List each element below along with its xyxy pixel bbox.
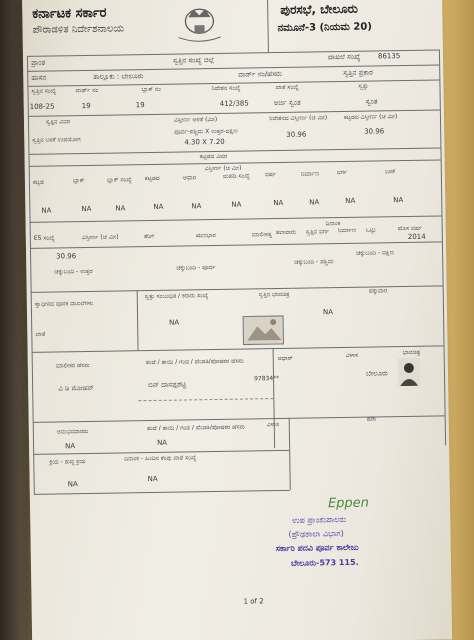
valuation-col-1: ಸ್ವತ್ತಿನ ವರ್ಗ <box>305 227 330 236</box>
photo-value: NA <box>322 308 334 317</box>
es-number-label: ES ಸಂಖ್ಯೆ <box>33 234 55 242</box>
khata-value: ಅರ್ಜಿ ಸ್ವಂತ <box>273 98 301 108</box>
building-value-4: NA <box>191 201 202 210</box>
khata-label: ಖಾತೆ <box>35 330 46 338</box>
previous-khata-label: ದಿನಾಂಕ - ಹಿಂದಿನ ಕೆಂಪು ಖಾತೆ ಸಂಖ್ಯೆ <box>124 454 197 463</box>
aadhar-value: 97834** <box>253 375 280 383</box>
form-number: ನಮೂನೆ-3 (ನಿಯಮ 20) <box>277 21 372 34</box>
building-value-6: NA <box>273 199 284 208</box>
label-region: ಪ್ರಾಂತ <box>30 58 46 67</box>
stamp-line-4: ಬೇಲೂರು-573 115. <box>290 557 359 568</box>
date-label: ದಿನಾಂಕ <box>325 220 341 228</box>
building-value-2: NA <box>115 204 126 213</box>
col-khata-no: ಖಾತೆ ಸಂಖ್ಯೆ <box>275 83 299 92</box>
building-header-1: ಬ್ಲಾಕ್ <box>72 177 85 185</box>
site-no-value: 412/385 <box>219 99 249 108</box>
property-photo-icon <box>239 310 288 351</box>
block-no-value: 19 <box>135 101 145 110</box>
remarks-label: ಷರಾ <box>366 415 377 423</box>
building-value-1: NA <box>81 205 92 214</box>
dimensions-value: 4.30 X 7.20 <box>184 137 225 147</box>
stamp-line-3: ಸರ್ಕಾರಿ ಪದವಿ ಪೂರ್ವ ಕಾಲೇಜು <box>275 542 359 554</box>
valuation-col-2: ನಿರ್ಮಾಣ <box>337 226 357 235</box>
usage-label: ಸ್ವತ್ತಿನ ಬಳಕೆ ಉಪಯೋಗ <box>32 136 81 144</box>
building-value-3: NA <box>153 202 164 212</box>
building-header-3: ಕಟ್ಟಡದ <box>144 175 160 183</box>
boundary-north: ಚಕ್ಕುಬಂದಿ - ಉತ್ತರ <box>54 267 93 276</box>
aadhar-label: ಆಧಾರ್ <box>277 354 293 363</box>
photo-label: ಸ್ವತ್ತಿನ ಭಾವಚಿತ್ರ <box>258 290 290 299</box>
owner-name-label: ಮಾಲೀಕರ ಹೆಸರು <box>55 361 90 370</box>
owner-photo-icon <box>398 358 420 386</box>
label-property: ಸ್ವತ್ತಿನ ಸಂಖ್ಯೆ ಜಿಲ್ಲೆ <box>172 55 215 65</box>
supporting-docs-label: ಸ್ವಾಧೀನದ ಪೂರಕ ದಾಖಲೆಗಳು <box>34 299 94 308</box>
occupant-value: NA <box>65 442 76 451</box>
building-title: ಕಟ್ಟಡದ ವಿವರ <box>199 152 228 161</box>
area-value: 30.96 <box>56 252 77 261</box>
area-sqm-label: ವಿಸ್ತೀರ್ಣ (ಚ ಮೀ) <box>81 233 119 242</box>
stamp-line-1: ಉಪ ಪ್ರಾಂಶುಪಾಲರು <box>292 514 347 525</box>
building-header-5: ಮಹಡಿ ಸಂಖ್ಯೆ <box>222 172 250 180</box>
boundary-west: ಚಕ್ಕುಬಂದಿ - ಪಶ್ಚಿಮ <box>294 258 334 266</box>
occupant-relation-value: NA <box>156 438 168 447</box>
building-value-0: NA <box>41 206 52 215</box>
ward-label: ವಾರ್ಡ್ ನಂ/ಹೆಸರು <box>238 69 282 79</box>
bldg-area-value: 30.96 <box>364 127 385 136</box>
doc-number: 86135 <box>377 52 401 61</box>
tax-label: ತೆರಿಗೆ <box>143 232 154 241</box>
col-ward-no: ವಾರ್ಡ್ ನಂ <box>75 86 99 95</box>
building-header-6: ವರ್ಷ <box>264 171 276 179</box>
signature: Eppen <box>327 495 370 512</box>
contract-value: NA <box>169 318 180 327</box>
owner-photo-label: ಭಾವಚಿತ್ರ <box>402 348 421 357</box>
valuation-col-3: ಒಟ್ಟು <box>365 225 377 234</box>
label-doc: ದಾಖಲೆ ಸಂಖ್ಯೆ <box>327 52 361 62</box>
property-certificate-page <box>22 0 452 640</box>
owner-name-value: ವಿ ಡಿ ಮೋಹನ್ <box>58 383 94 393</box>
boundary-east: ಚಕ್ಕುಬಂದಿ - ಪೂರ್ವ <box>176 263 216 272</box>
prop-type-label: ಸ್ವತ್ತಿನ ಪ್ರಕಾರ <box>343 68 373 77</box>
building-value-9: NA <box>393 195 404 204</box>
emblem-icon <box>170 1 229 46</box>
valuation-col-0: ತಲಾವಾರು <box>275 228 297 237</box>
year-value: 2014 <box>407 232 426 241</box>
col-prop-no: ಸ್ವತ್ತಿನ ಸಂಖ್ಯೆ <box>31 87 57 95</box>
building-header-2: ಬ್ಲಾಕ್ ಸಂಖ್ಯೆ <box>106 176 132 184</box>
col-asset: ಸ್ವತ್ತು <box>358 82 369 90</box>
building-header-4: ಆಧಾರ <box>182 173 197 182</box>
occupant-relation-label: ತಂದೆ / ತಾಯಿ / ಗಂಡ / ಹೆಂಡತಿ/ಪೋಷಕರ ಹೆಸರು <box>146 423 245 433</box>
occupant-address-label: ವಿಳಾಸ <box>266 421 280 429</box>
relation-value: ಬಿನ್ ದಾಸಪ್ಪಶೆಟ್ಟಿ <box>148 380 187 390</box>
occupant-label: ಅನುಭವದಾರರು <box>56 428 89 436</box>
prop-no-value: 108-25 <box>29 102 55 111</box>
contract-label: ಸ್ವತ್ತು ಸಂಬಂಧಿತ / ಕರಾರು ಸಂಖ್ಯೆ <box>144 292 209 301</box>
municipality-name: ಪುರಸಭೆ, ಬೇಲೂರು <box>280 1 358 17</box>
site-area-value: 30.96 <box>286 130 307 139</box>
building-value-7: NA <box>309 198 320 207</box>
dept-title: ಪೌರಾಡಳಿತ ನಿರ್ದೇಶನಾಲಯ <box>32 23 125 36</box>
govt-title: ಕರ್ನಾಟಕ ಸರ್ಕಾರ <box>32 5 107 22</box>
dimension-label: ವಿಸ್ತೀರ್ಣ ಅಳತೆ (ಮೀ) <box>173 115 218 124</box>
sale-deed-value: NA <box>67 480 78 489</box>
building-header-0: ಕಟ್ಟಡ <box>32 178 44 186</box>
address-value: ಬೇಲೂರು <box>365 369 389 378</box>
place: ಹಾಸನ <box>31 73 47 82</box>
asset-value: ಸ್ವಂತ <box>365 97 378 106</box>
col-site-no: ನಿವೇಶನ ಸಂಖ್ಯೆ <box>211 84 241 93</box>
prop-detail-label: ಸ್ವತ್ತಿನ ವಿವರ <box>45 118 71 126</box>
stamp-line-2: (ಪ್ರೌಢಶಾಲಾ ವಿಭಾಗ) <box>288 529 344 539</box>
building-value-5: NA <box>231 200 242 209</box>
site-area-label: ನಿವೇಶನದ ವಿಸ್ತೀರ್ಣ (ಚ ಮೀ) <box>268 114 328 123</box>
valuation-col-4: ಹೊಸ ವರ್ಷ <box>397 224 423 233</box>
ward-no-value: 19 <box>81 101 91 111</box>
page-number: 1 of 2 <box>243 597 264 606</box>
address-label: ವಿಳಾಸ <box>345 351 359 359</box>
building-header-8: ವರ್ಗ <box>336 169 348 177</box>
relation-label: ತಂದೆ / ತಾಯಿ / ಗಂಡ / ಹೆಂಡತಿ/ಪೋಷಕರ ಹೆಸರು <box>145 357 244 367</box>
boundary-south: ಚಕ್ಕುಬಂದಿ - ದಕ್ಷಿಣ <box>356 249 394 257</box>
rights-holder-label: ಹಕ್ಕುದಾರ <box>368 287 388 295</box>
encumbrance-label: ಋಣಭಾರ <box>195 231 216 240</box>
building-value-8: NA <box>345 196 356 206</box>
sale-deed-label: ಕ್ರಯ - ಶುದ್ಧ ಕ್ರಯ <box>49 458 86 466</box>
building-subtitle: ವಿಸ್ತೀರ್ಣ (ಚ ಮೀ) <box>204 164 242 173</box>
building-header-9: ಬಳಕೆ <box>384 167 396 175</box>
direction-label: ಪೂರ್ವ-ಪಶ್ಚಿಮ X ಉತ್ತರ-ದಕ್ಷಿಣ <box>174 127 238 136</box>
previous-khata-value: NA <box>147 474 158 484</box>
taluk: ತಾಲ್ಲೂಕು : ಬೇಲೂರು <box>93 72 144 81</box>
ownership-label: ಮಾಲೀಕತ್ವ <box>251 231 273 239</box>
bldg-area-label: ಕಟ್ಟಡದ ವಿಸ್ತೀರ್ಣ (ಚ ಮೀ) <box>343 113 398 121</box>
building-header-7: ನಿರ್ಮಾಣ <box>300 170 320 178</box>
col-block-no: ಬ್ಲಾಕ್ ನಂ <box>141 85 162 94</box>
